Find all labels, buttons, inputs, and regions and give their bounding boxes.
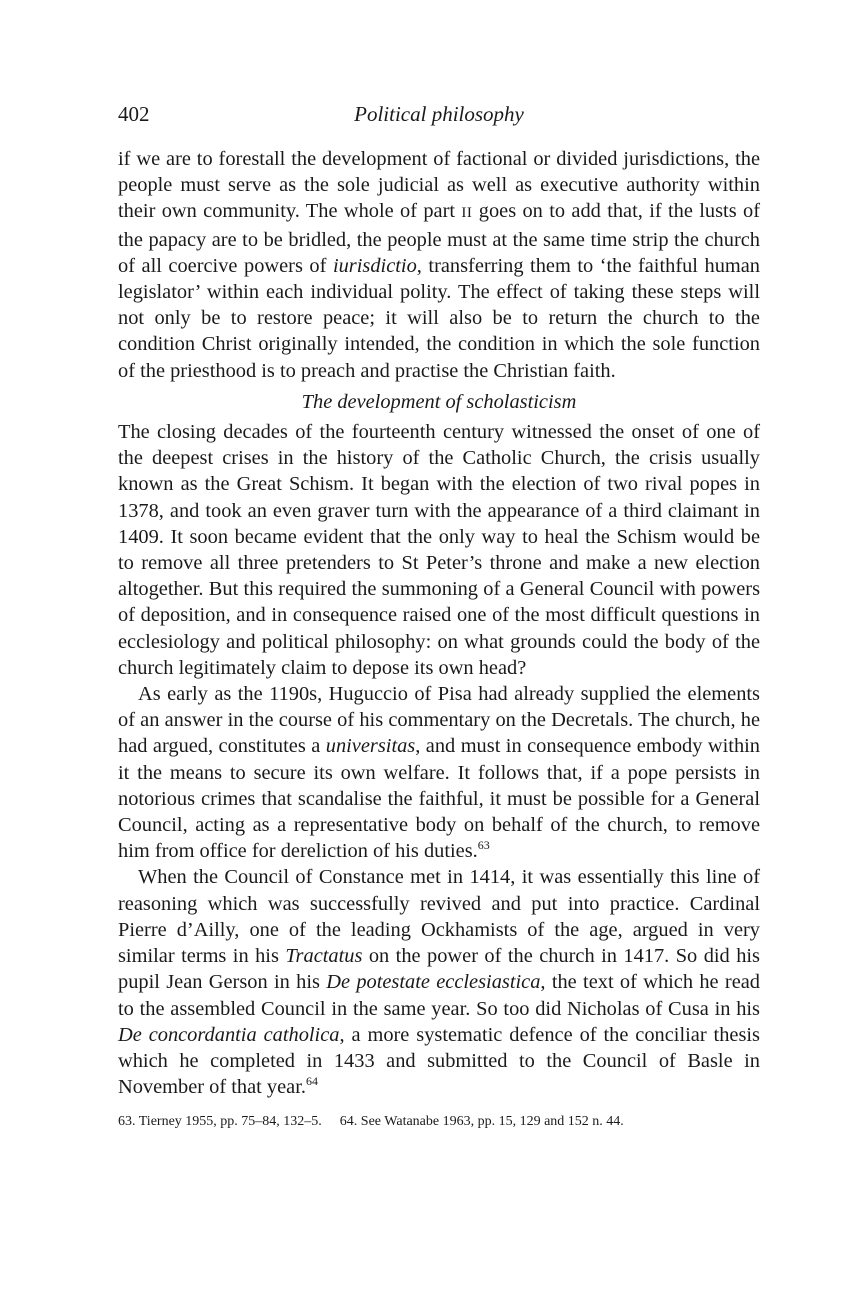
footnote-text: Tierney 1955, pp. 75–84, 132–5. [138,1114,322,1130]
text-run: As early as the 1190s, Huguccio of Pisa had already supplied the elements of an answer in the course of his commentary on the Decretals. The church, he had argued, constitutes a [118,683,760,758]
running-head [118,96,760,136]
italic-term: De potestate ecclesiastica [326,971,541,994]
italic-term: iurisdictio [332,254,417,277]
paragraph-p3 [118,681,760,864]
footnote-63 [118,1114,322,1129]
paragraph-p4 [118,864,760,1100]
section-heading: The development of scholasticism [301,390,577,413]
footnote-number: 64. [339,1114,358,1130]
text-run: When the Council of Constance met in 1414, it was essentially this line of reasoning which was successfully revived and put into practice. Cardinal Pierre d’Ailly, one of the leading Ockhamists of the age, argued in very similar terms in his [118,866,760,968]
footnote-ref: 64 [305,1074,318,1089]
text-run: on the power of the church in 1417. So did his pupil Jean Gerson in his [118,945,760,994]
text-run: if we are to forestall the development of factional or divided jurisdictions, the people must serve as the sole judicial as well as executive authority within their own community. The whole of part [118,148,760,223]
footnote-ref: 63 [477,838,490,853]
text-run: , transferring them to ‘the faithful human legislator’ within each individual polity. The effect of taking these steps will not only be to restore peace; it will also be to return the church to the condition Christ originally intended, the condition in which the sole function of the priesthood is to preach and practise the Christian faith. [118,254,760,382]
running-title: Political philosophy [354,102,524,126]
italic-term: universitas [325,735,416,758]
footnote-64 [340,1114,624,1129]
italic-term: Tractatus [285,945,363,968]
text-run: , the text of which he read to the assembled Council in the same year. So too did Nicholas of Cusa in his [118,971,760,1020]
text-run: , and must in consequence embody within it the means to secure its own welfare. It follows that, if a pope persists in notorious crimes that scandalise the faithful, it must be possible for a General Council, acting as a representative body on behalf of the church, to remove him from office for dereliction of his duties. [118,735,761,863]
paragraph-p2 [118,419,760,681]
body-text [118,146,760,1100]
text-run: , a more systematic defence of the conciliar thesis which he completed in 1433 and submitted to the Council of Basle in November of that year. [118,1023,760,1099]
footnote-text: See Watanabe 1963, pp. 15, 129 and 152 n. 44. [360,1114,624,1130]
text-run: goes on to add that, if the lusts of the papacy are to be bridled, the people must at the same time strip the church of all coercive powers of [118,200,760,277]
book-page [118,96,760,1132]
footnote-number: 63. [118,1114,136,1130]
footnotes [118,1112,760,1132]
page-number: 402 [118,102,150,126]
text-run: The closing decades of the fourteenth century witnessed the onset of one of the deepest crises in the history of the Catholic Church, the crisis usually known as the Great Schism. It began with the election of two rival popes in 1378, and took an even graver turn with the appearance of a third claimant in 1409. It soon became evident that the only way to heal the Schism would be to remove all three pretenders to St Peter’s throne and make a new election altogether. But this required the summoning of a General Council with powers of deposition, and in consequence raised one of the most difficult questions in ecclesiology and political philosophy: on what grounds could the body of the church legitimately claim to depose its own head? [118,421,760,679]
paragraph-p1 [118,146,760,384]
italic-term: De concordantia catholica [118,1023,340,1046]
small-caps-numeral: II [461,205,473,222]
